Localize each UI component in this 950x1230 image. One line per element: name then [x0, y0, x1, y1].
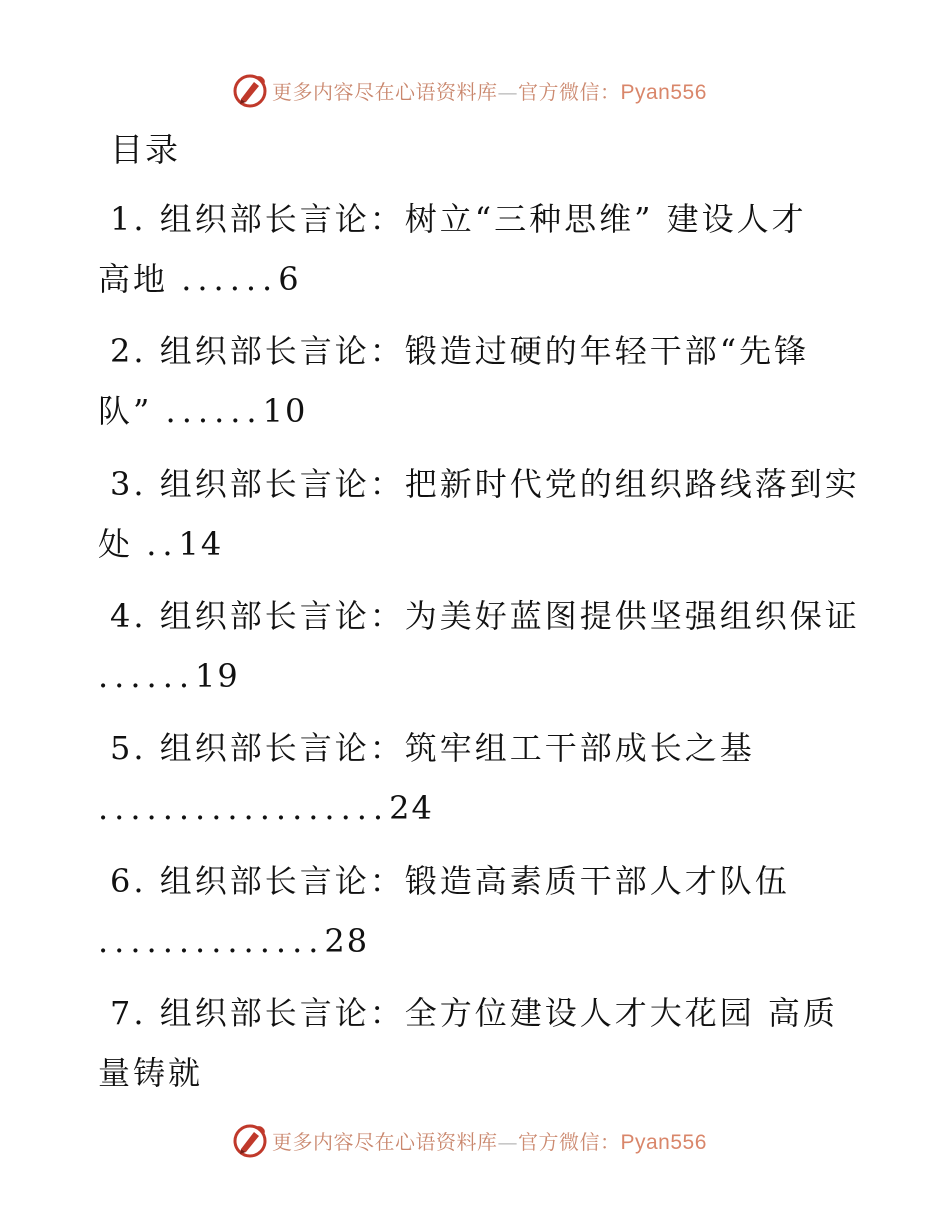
toc-entry-leader-dots: ......	[98, 657, 196, 695]
toc-entry-title: 7. 组织部长言论：全方位建设人才大花园 高质	[110, 994, 838, 1032]
header-banner	[0, 68, 950, 112]
banner-text: 更多内容尽在心语资料库	[272, 79, 498, 104]
toc-entry-page: 24	[389, 789, 434, 827]
toc-entry-7[interactable]	[98, 984, 858, 1102]
toc-entry-page: 19	[195, 657, 240, 695]
toc-entry-3[interactable]	[98, 455, 858, 573]
toc-title: 目录	[110, 130, 180, 169]
toc-entry-page: 10	[262, 392, 308, 430]
toc-entry-page: 14	[178, 525, 224, 563]
pen-logo-icon	[232, 72, 268, 108]
toc-entry-title-cont: 队”	[98, 392, 166, 430]
banner-wechat-id: Pyan556	[620, 1130, 707, 1154]
toc-entry-title: 6. 组织部长言论：锻造高素质干部人才队伍	[110, 862, 790, 900]
banner-dash: —	[497, 79, 518, 104]
toc-entry-title-cont: 高地	[98, 260, 182, 298]
banner-wechat-label: 官方微信：	[518, 1129, 621, 1154]
toc-entry-title: 5. 组织部长言论：筑牢组工干部成长之基	[110, 729, 755, 767]
toc-entry-leader-dots: ......	[165, 392, 263, 430]
banner-wechat-label: 官方微信：	[518, 79, 621, 104]
toc-entry-leader-dots: ..................	[98, 789, 390, 827]
toc-entry-page: 28	[324, 922, 370, 960]
toc-entry-4[interactable]	[98, 587, 858, 705]
toc-entry-6[interactable]	[98, 852, 858, 970]
toc-entry-5[interactable]	[98, 719, 858, 837]
toc-entry-title-cont: 处	[98, 525, 147, 563]
footer-banner	[0, 1118, 950, 1162]
toc-entry-1[interactable]	[98, 190, 858, 308]
toc-entry-title: 3. 组织部长言论：把新时代党的组织路线落到实	[110, 465, 860, 503]
toc-entry-leader-dots: ..	[146, 525, 179, 563]
toc-entry-2[interactable]	[98, 322, 858, 440]
toc-entry-leader-dots: ......	[181, 260, 279, 298]
toc-entry-title: 1. 组织部长言论：树立“三种思维” 建设人才	[110, 200, 807, 238]
toc-entry-title: 4. 组织部长言论：为美好蓝图提供坚强组织保证	[110, 597, 860, 635]
toc-entry-page: 6	[278, 260, 301, 298]
toc-entry-leader-dots: ..............	[98, 922, 325, 960]
pen-logo-icon	[232, 1122, 268, 1158]
banner-wechat-id: Pyan556	[620, 80, 707, 104]
toc-entry-title: 2. 组织部长言论：锻造过硬的年轻干部“先锋	[110, 332, 810, 370]
toc-entry-title-cont: 量铸就	[98, 1054, 204, 1092]
banner-dash: —	[497, 1129, 518, 1154]
banner-text: 更多内容尽在心语资料库	[272, 1129, 498, 1154]
